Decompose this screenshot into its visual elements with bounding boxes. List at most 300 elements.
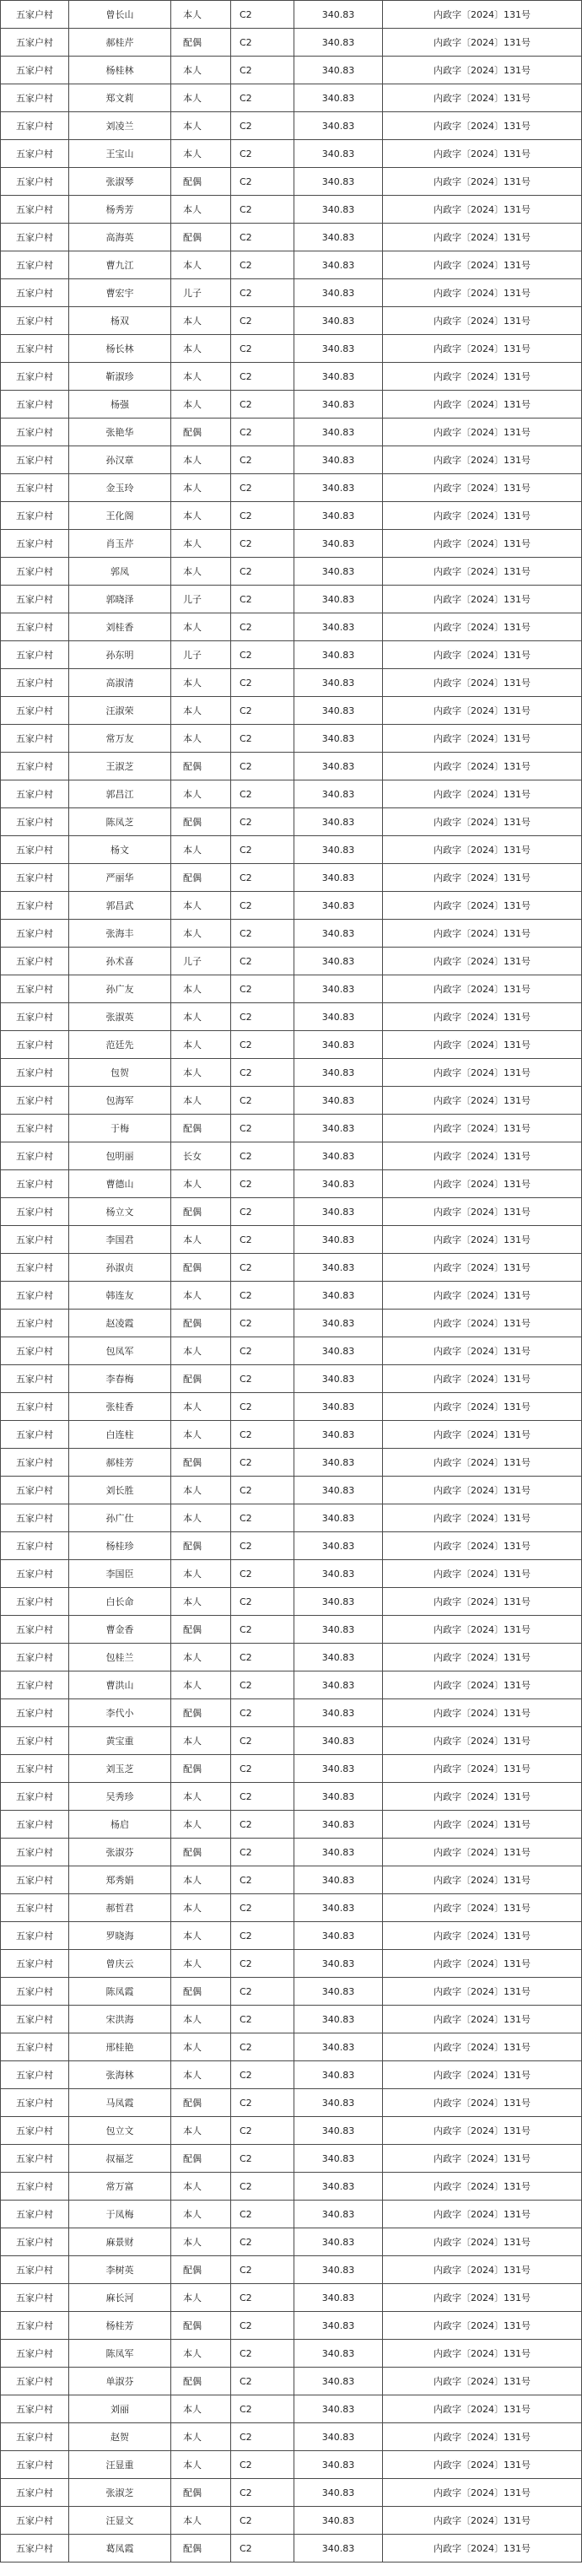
amount-cell: 340.83 bbox=[294, 1282, 383, 1310]
name-cell: 刘凌兰 bbox=[69, 112, 171, 140]
table-row bbox=[1, 391, 582, 419]
relation-cell: 本人 bbox=[171, 2117, 231, 2145]
amount-cell: 340.83 bbox=[294, 558, 383, 586]
amount-cell: 340.83 bbox=[294, 641, 383, 669]
category-cell: C2 bbox=[231, 641, 294, 669]
table-row bbox=[1, 2173, 582, 2201]
relation-cell: 本人 bbox=[171, 1727, 231, 1755]
table-row bbox=[1, 2145, 582, 2173]
relation-cell: 配偶 bbox=[171, 2368, 231, 2395]
village-cell: 五家户村 bbox=[1, 1922, 69, 1950]
village-cell: 五家户村 bbox=[1, 1477, 69, 1504]
amount-cell: 340.83 bbox=[294, 753, 383, 780]
amount-cell: 340.83 bbox=[294, 725, 383, 753]
document-number-cell: 内政字〔2024〕131号 bbox=[383, 1115, 582, 1142]
category-cell: C2 bbox=[231, 1170, 294, 1198]
category-cell: C2 bbox=[231, 1310, 294, 1337]
category-cell: C2 bbox=[231, 2284, 294, 2312]
document-number-cell: 内政字〔2024〕131号 bbox=[383, 2535, 582, 2562]
category-cell: C2 bbox=[231, 391, 294, 419]
document-number-cell: 内政字〔2024〕131号 bbox=[383, 224, 582, 251]
amount-cell: 340.83 bbox=[294, 29, 383, 57]
document-number-cell: 内政字〔2024〕131号 bbox=[383, 2507, 582, 2535]
category-cell: C2 bbox=[231, 1616, 294, 1644]
amount-cell: 340.83 bbox=[294, 2256, 383, 2284]
village-cell: 五家户村 bbox=[1, 2340, 69, 2368]
category-cell: C2 bbox=[231, 1922, 294, 1950]
name-cell: 李国臣 bbox=[69, 1560, 171, 1588]
amount-cell: 340.83 bbox=[294, 1532, 383, 1560]
relation-cell: 配偶 bbox=[171, 1449, 231, 1477]
village-cell: 五家户村 bbox=[1, 2535, 69, 2562]
village-cell: 五家户村 bbox=[1, 279, 69, 307]
document-number-cell: 内政字〔2024〕131号 bbox=[383, 753, 582, 780]
category-cell: C2 bbox=[231, 2312, 294, 2340]
name-cell: 赵贺 bbox=[69, 2423, 171, 2451]
table-row bbox=[1, 29, 582, 57]
category-cell: C2 bbox=[231, 808, 294, 836]
document-number-cell: 内政字〔2024〕131号 bbox=[383, 641, 582, 669]
name-cell: 郭凤 bbox=[69, 558, 171, 586]
document-number-cell: 内政字〔2024〕131号 bbox=[383, 502, 582, 530]
table-row bbox=[1, 112, 582, 140]
amount-cell: 340.83 bbox=[294, 307, 383, 335]
table-row bbox=[1, 446, 582, 474]
name-cell: 于凤梅 bbox=[69, 2201, 171, 2228]
document-number-cell: 内政字〔2024〕131号 bbox=[383, 2340, 582, 2368]
category-cell: C2 bbox=[231, 1839, 294, 1866]
category-cell: C2 bbox=[231, 140, 294, 168]
amount-cell: 340.83 bbox=[294, 2340, 383, 2368]
village-cell: 五家户村 bbox=[1, 1866, 69, 1894]
village-cell: 五家户村 bbox=[1, 1616, 69, 1644]
village-cell: 五家户村 bbox=[1, 1449, 69, 1477]
amount-cell: 340.83 bbox=[294, 1031, 383, 1059]
village-cell: 五家户村 bbox=[1, 391, 69, 419]
table-row bbox=[1, 2201, 582, 2228]
table-row bbox=[1, 474, 582, 502]
category-cell: C2 bbox=[231, 2061, 294, 2089]
document-number-cell: 内政字〔2024〕131号 bbox=[383, 586, 582, 613]
category-cell: C2 bbox=[231, 2145, 294, 2173]
relation-cell: 配偶 bbox=[171, 2145, 231, 2173]
table-row bbox=[1, 1560, 582, 1588]
table-row bbox=[1, 363, 582, 391]
relation-cell: 配偶 bbox=[171, 1198, 231, 1226]
amount-cell: 340.83 bbox=[294, 2395, 383, 2423]
category-cell: C2 bbox=[231, 1811, 294, 1839]
document-number-cell: 内政字〔2024〕131号 bbox=[383, 2423, 582, 2451]
document-number-cell: 内政字〔2024〕131号 bbox=[383, 1031, 582, 1059]
category-cell: C2 bbox=[231, 725, 294, 753]
amount-cell: 340.83 bbox=[294, 419, 383, 446]
village-cell: 五家户村 bbox=[1, 948, 69, 975]
category-cell: C2 bbox=[231, 168, 294, 196]
amount-cell: 340.83 bbox=[294, 1254, 383, 1282]
name-cell: 孙东明 bbox=[69, 641, 171, 669]
category-cell: C2 bbox=[231, 1727, 294, 1755]
amount-cell: 340.83 bbox=[294, 586, 383, 613]
relation-cell: 配偶 bbox=[171, 864, 231, 892]
village-cell: 五家户村 bbox=[1, 1894, 69, 1922]
amount-cell: 340.83 bbox=[294, 1755, 383, 1783]
amount-cell: 340.83 bbox=[294, 224, 383, 251]
category-cell: C2 bbox=[231, 753, 294, 780]
village-cell: 五家户村 bbox=[1, 836, 69, 864]
village-cell: 五家户村 bbox=[1, 586, 69, 613]
name-cell: 郭晓泽 bbox=[69, 586, 171, 613]
village-cell: 五家户村 bbox=[1, 808, 69, 836]
category-cell: C2 bbox=[231, 1866, 294, 1894]
village-cell: 五家户村 bbox=[1, 975, 69, 1003]
name-cell: 吴秀珍 bbox=[69, 1783, 171, 1811]
village-cell: 五家户村 bbox=[1, 697, 69, 725]
category-cell: C2 bbox=[231, 1254, 294, 1282]
name-cell: 常万富 bbox=[69, 2173, 171, 2201]
name-cell: 包凤军 bbox=[69, 1337, 171, 1365]
category-cell: C2 bbox=[231, 251, 294, 279]
document-number-cell: 内政字〔2024〕131号 bbox=[383, 2228, 582, 2256]
amount-cell: 340.83 bbox=[294, 2284, 383, 2312]
village-cell: 五家户村 bbox=[1, 419, 69, 446]
document-number-cell: 内政字〔2024〕131号 bbox=[383, 1003, 582, 1031]
amount-cell: 340.83 bbox=[294, 1087, 383, 1115]
table-row bbox=[1, 1282, 582, 1310]
category-cell: C2 bbox=[231, 1031, 294, 1059]
document-number-cell: 内政字〔2024〕131号 bbox=[383, 1755, 582, 1783]
table-row bbox=[1, 84, 582, 112]
table-row bbox=[1, 2312, 582, 2340]
table-row bbox=[1, 224, 582, 251]
village-cell: 五家户村 bbox=[1, 1087, 69, 1115]
category-cell: C2 bbox=[231, 1671, 294, 1699]
village-cell: 五家户村 bbox=[1, 1310, 69, 1337]
document-number-cell: 内政字〔2024〕131号 bbox=[383, 2033, 582, 2061]
name-cell: 杨双 bbox=[69, 307, 171, 335]
document-number-cell: 内政字〔2024〕131号 bbox=[383, 1504, 582, 1532]
relation-cell: 本人 bbox=[171, 1, 231, 29]
relation-cell: 本人 bbox=[171, 196, 231, 224]
amount-cell: 340.83 bbox=[294, 168, 383, 196]
relation-cell: 配偶 bbox=[171, 168, 231, 196]
amount-cell: 340.83 bbox=[294, 1337, 383, 1365]
name-cell: 刘长胜 bbox=[69, 1477, 171, 1504]
amount-cell: 340.83 bbox=[294, 363, 383, 391]
document-number-cell: 内政字〔2024〕131号 bbox=[383, 140, 582, 168]
category-cell: C2 bbox=[231, 2479, 294, 2507]
category-cell: C2 bbox=[231, 780, 294, 808]
amount-cell: 340.83 bbox=[294, 2423, 383, 2451]
name-cell: 韩连友 bbox=[69, 1282, 171, 1310]
amount-cell: 340.83 bbox=[294, 1671, 383, 1699]
amount-cell: 340.83 bbox=[294, 1560, 383, 1588]
relation-cell: 儿子 bbox=[171, 641, 231, 669]
village-cell: 五家户村 bbox=[1, 892, 69, 920]
name-cell: 郭昌武 bbox=[69, 892, 171, 920]
name-cell: 杨桂珍 bbox=[69, 1532, 171, 1560]
relation-cell: 本人 bbox=[171, 2507, 231, 2535]
document-number-cell: 内政字〔2024〕131号 bbox=[383, 2173, 582, 2201]
amount-cell: 340.83 bbox=[294, 892, 383, 920]
relation-cell: 本人 bbox=[171, 1087, 231, 1115]
village-cell: 五家户村 bbox=[1, 307, 69, 335]
document-number-cell: 内政字〔2024〕131号 bbox=[383, 2479, 582, 2507]
document-number-cell: 内政字〔2024〕131号 bbox=[383, 1978, 582, 2006]
relation-cell: 本人 bbox=[171, 530, 231, 558]
name-cell: 曹宏宇 bbox=[69, 279, 171, 307]
village-cell: 五家户村 bbox=[1, 2312, 69, 2340]
category-cell: C2 bbox=[231, 1365, 294, 1393]
table-row bbox=[1, 1616, 582, 1644]
village-cell: 五家户村 bbox=[1, 1365, 69, 1393]
village-cell: 五家户村 bbox=[1, 1059, 69, 1087]
category-cell: C2 bbox=[231, 2201, 294, 2228]
category-cell: C2 bbox=[231, 836, 294, 864]
name-cell: 张淑芬 bbox=[69, 1839, 171, 1866]
document-number-cell: 内政字〔2024〕131号 bbox=[383, 2284, 582, 2312]
document-number-cell: 内政字〔2024〕131号 bbox=[383, 2089, 582, 2117]
table-row bbox=[1, 2340, 582, 2368]
document-number-cell: 内政字〔2024〕131号 bbox=[383, 1, 582, 29]
category-cell: C2 bbox=[231, 1003, 294, 1031]
amount-cell: 340.83 bbox=[294, 2228, 383, 2256]
amount-cell: 340.83 bbox=[294, 1421, 383, 1449]
document-number-cell: 内政字〔2024〕131号 bbox=[383, 57, 582, 84]
amount-cell: 340.83 bbox=[294, 279, 383, 307]
category-cell: C2 bbox=[231, 1644, 294, 1671]
table-row bbox=[1, 697, 582, 725]
village-cell: 五家户村 bbox=[1, 1170, 69, 1198]
category-cell: C2 bbox=[231, 530, 294, 558]
name-cell: 杨桂林 bbox=[69, 57, 171, 84]
category-cell: C2 bbox=[231, 2006, 294, 2033]
amount-cell: 340.83 bbox=[294, 836, 383, 864]
document-number-cell: 内政字〔2024〕131号 bbox=[383, 112, 582, 140]
table-row bbox=[1, 1671, 582, 1699]
amount-cell: 340.83 bbox=[294, 530, 383, 558]
village-cell: 五家户村 bbox=[1, 168, 69, 196]
document-number-cell: 内政字〔2024〕131号 bbox=[383, 2061, 582, 2089]
document-number-cell: 内政字〔2024〕131号 bbox=[383, 1170, 582, 1198]
category-cell: C2 bbox=[231, 2340, 294, 2368]
category-cell: C2 bbox=[231, 2173, 294, 2201]
category-cell: C2 bbox=[231, 1477, 294, 1504]
document-number-cell: 内政字〔2024〕131号 bbox=[383, 1421, 582, 1449]
relation-cell: 配偶 bbox=[171, 1699, 231, 1727]
relation-cell: 本人 bbox=[171, 892, 231, 920]
category-cell: C2 bbox=[231, 1115, 294, 1142]
category-cell: C2 bbox=[231, 1421, 294, 1449]
relation-cell: 本人 bbox=[171, 697, 231, 725]
amount-cell: 340.83 bbox=[294, 1142, 383, 1170]
amount-cell: 340.83 bbox=[294, 2089, 383, 2117]
name-cell: 张桂香 bbox=[69, 1393, 171, 1421]
table-row bbox=[1, 140, 582, 168]
relation-cell: 配偶 bbox=[171, 2535, 231, 2562]
relation-cell: 配偶 bbox=[171, 1115, 231, 1142]
relation-cell: 本人 bbox=[171, 1337, 231, 1365]
name-cell: 马凤霞 bbox=[69, 2089, 171, 2117]
village-cell: 五家户村 bbox=[1, 1393, 69, 1421]
amount-cell: 340.83 bbox=[294, 2117, 383, 2145]
document-number-cell: 内政字〔2024〕131号 bbox=[383, 948, 582, 975]
table-row bbox=[1, 1504, 582, 1532]
amount-cell: 340.83 bbox=[294, 1226, 383, 1254]
relation-cell: 配偶 bbox=[171, 1755, 231, 1783]
village-cell: 五家户村 bbox=[1, 2117, 69, 2145]
category-cell: C2 bbox=[231, 2423, 294, 2451]
name-cell: 郭昌江 bbox=[69, 780, 171, 808]
category-cell: C2 bbox=[231, 558, 294, 586]
document-number-cell: 内政字〔2024〕131号 bbox=[383, 29, 582, 57]
document-number-cell: 内政字〔2024〕131号 bbox=[383, 808, 582, 836]
name-cell: 王宝山 bbox=[69, 140, 171, 168]
village-cell: 五家户村 bbox=[1, 864, 69, 892]
document-number-cell: 内政字〔2024〕131号 bbox=[383, 2145, 582, 2173]
village-cell: 五家户村 bbox=[1, 1950, 69, 1978]
table-row bbox=[1, 1365, 582, 1393]
village-cell: 五家户村 bbox=[1, 2368, 69, 2395]
table-row bbox=[1, 1755, 582, 1783]
table-row bbox=[1, 641, 582, 669]
amount-cell: 340.83 bbox=[294, 1, 383, 29]
amount-cell: 340.83 bbox=[294, 1115, 383, 1142]
name-cell: 曹金香 bbox=[69, 1616, 171, 1644]
table-row bbox=[1, 1449, 582, 1477]
name-cell: 邢桂艳 bbox=[69, 2033, 171, 2061]
relation-cell: 本人 bbox=[171, 1226, 231, 1254]
relation-cell: 配偶 bbox=[171, 2256, 231, 2284]
table-row bbox=[1, 1811, 582, 1839]
document-number-cell: 内政字〔2024〕131号 bbox=[383, 2201, 582, 2228]
name-cell: 李春梅 bbox=[69, 1365, 171, 1393]
amount-cell: 340.83 bbox=[294, 2451, 383, 2479]
name-cell: 葛凤霞 bbox=[69, 2535, 171, 2562]
document-number-cell: 内政字〔2024〕131号 bbox=[383, 920, 582, 948]
document-number-cell: 内政字〔2024〕131号 bbox=[383, 84, 582, 112]
category-cell: C2 bbox=[231, 2507, 294, 2535]
document-number-cell: 内政字〔2024〕131号 bbox=[383, 446, 582, 474]
document-number-cell: 内政字〔2024〕131号 bbox=[383, 780, 582, 808]
table-row bbox=[1, 1532, 582, 1560]
document-number-cell: 内政字〔2024〕131号 bbox=[383, 196, 582, 224]
relation-cell: 儿子 bbox=[171, 586, 231, 613]
relation-cell: 儿子 bbox=[171, 948, 231, 975]
name-cell: 白连柱 bbox=[69, 1421, 171, 1449]
relation-cell: 本人 bbox=[171, 975, 231, 1003]
category-cell: C2 bbox=[231, 224, 294, 251]
table-row bbox=[1, 1115, 582, 1142]
table-row bbox=[1, 1170, 582, 1198]
relation-cell: 本人 bbox=[171, 669, 231, 697]
table-row bbox=[1, 1866, 582, 1894]
category-cell: C2 bbox=[231, 2228, 294, 2256]
document-number-cell: 内政字〔2024〕131号 bbox=[383, 2117, 582, 2145]
amount-cell: 340.83 bbox=[294, 975, 383, 1003]
category-cell: C2 bbox=[231, 864, 294, 892]
name-cell: 陈凤芝 bbox=[69, 808, 171, 836]
name-cell: 张艳华 bbox=[69, 419, 171, 446]
amount-cell: 340.83 bbox=[294, 1588, 383, 1616]
category-cell: C2 bbox=[231, 1449, 294, 1477]
relation-cell: 配偶 bbox=[171, 753, 231, 780]
category-cell: C2 bbox=[231, 2089, 294, 2117]
relation-cell: 配偶 bbox=[171, 2312, 231, 2340]
village-cell: 五家户村 bbox=[1, 780, 69, 808]
name-cell: 常万友 bbox=[69, 725, 171, 753]
table-row bbox=[1, 530, 582, 558]
relation-cell: 本人 bbox=[171, 1059, 231, 1087]
relation-cell: 本人 bbox=[171, 335, 231, 363]
document-number-cell: 内政字〔2024〕131号 bbox=[383, 1783, 582, 1811]
table-row bbox=[1, 251, 582, 279]
name-cell: 汪显文 bbox=[69, 2507, 171, 2535]
relation-cell: 本人 bbox=[171, 1031, 231, 1059]
amount-cell: 340.83 bbox=[294, 2033, 383, 2061]
village-cell: 五家户村 bbox=[1, 1254, 69, 1282]
name-cell: 杨长林 bbox=[69, 335, 171, 363]
relation-cell: 本人 bbox=[171, 1783, 231, 1811]
amount-cell: 340.83 bbox=[294, 1727, 383, 1755]
amount-cell: 340.83 bbox=[294, 1365, 383, 1393]
amount-cell: 340.83 bbox=[294, 140, 383, 168]
village-cell: 五家户村 bbox=[1, 224, 69, 251]
name-cell: 包桂兰 bbox=[69, 1644, 171, 1671]
category-cell: C2 bbox=[231, 1142, 294, 1170]
name-cell: 张海林 bbox=[69, 2061, 171, 2089]
relation-cell: 本人 bbox=[171, 1588, 231, 1616]
village-cell: 五家户村 bbox=[1, 725, 69, 753]
category-cell: C2 bbox=[231, 2033, 294, 2061]
relation-cell: 本人 bbox=[171, 1560, 231, 1588]
document-number-cell: 内政字〔2024〕131号 bbox=[383, 1950, 582, 1978]
document-number-cell: 内政字〔2024〕131号 bbox=[383, 307, 582, 335]
relation-cell: 本人 bbox=[171, 558, 231, 586]
name-cell: 郑文莉 bbox=[69, 84, 171, 112]
amount-cell: 340.83 bbox=[294, 251, 383, 279]
name-cell: 王淑芝 bbox=[69, 753, 171, 780]
table-row bbox=[1, 2061, 582, 2089]
document-number-cell: 内政字〔2024〕131号 bbox=[383, 697, 582, 725]
category-cell: C2 bbox=[231, 975, 294, 1003]
village-cell: 五家户村 bbox=[1, 641, 69, 669]
name-cell: 李树英 bbox=[69, 2256, 171, 2284]
table-row bbox=[1, 1978, 582, 2006]
table-row bbox=[1, 2256, 582, 2284]
relation-cell: 配偶 bbox=[171, 1254, 231, 1282]
relation-cell: 本人 bbox=[171, 613, 231, 641]
table-row bbox=[1, 307, 582, 335]
table-row bbox=[1, 1031, 582, 1059]
relation-cell: 本人 bbox=[171, 140, 231, 168]
table-row bbox=[1, 2423, 582, 2451]
amount-cell: 340.83 bbox=[294, 57, 383, 84]
table-row bbox=[1, 975, 582, 1003]
relation-cell: 配偶 bbox=[171, 419, 231, 446]
name-cell: 刘桂香 bbox=[69, 613, 171, 641]
category-cell: C2 bbox=[231, 1226, 294, 1254]
table-row bbox=[1, 1699, 582, 1727]
village-cell: 五家户村 bbox=[1, 1115, 69, 1142]
category-cell: C2 bbox=[231, 1059, 294, 1087]
document-number-cell: 内政字〔2024〕131号 bbox=[383, 251, 582, 279]
document-number-cell: 内政字〔2024〕131号 bbox=[383, 1282, 582, 1310]
table-row bbox=[1, 1087, 582, 1115]
village-cell: 五家户村 bbox=[1, 84, 69, 112]
table-row bbox=[1, 1477, 582, 1504]
category-cell: C2 bbox=[231, 1894, 294, 1922]
category-cell: C2 bbox=[231, 112, 294, 140]
